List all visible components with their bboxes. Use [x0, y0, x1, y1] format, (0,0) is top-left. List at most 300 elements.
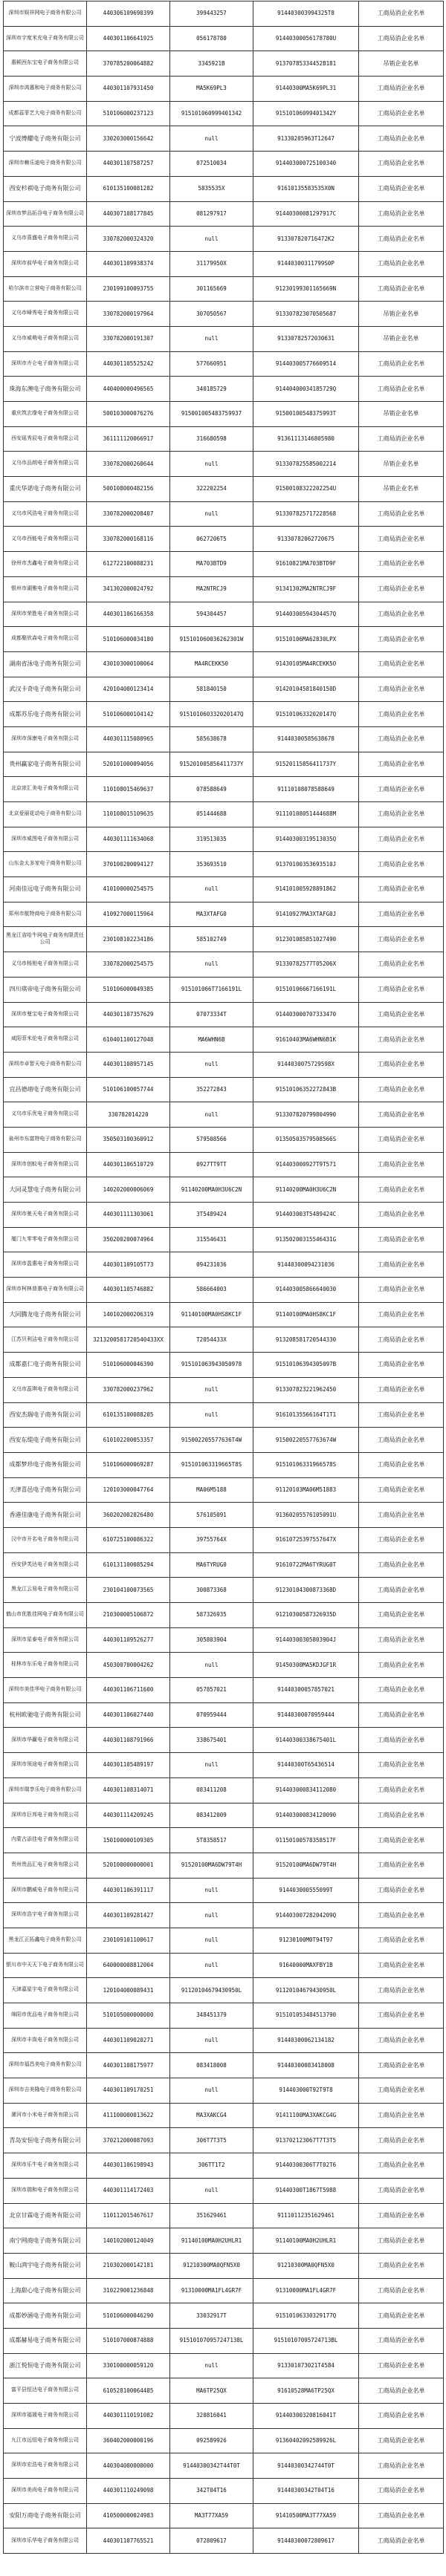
company-name-cell: 咸阳菲米伦电子商务有限公司: [4, 1027, 87, 1053]
company-name-cell: 湖南省泳电子商务有限公司: [4, 651, 87, 677]
status-cell: 工商局消企业名单: [359, 1878, 444, 1903]
status-cell: 工商局消企业名单: [359, 1477, 444, 1503]
status-cell: 工商局消企业名单: [359, 77, 444, 102]
organization-code-cell: null: [170, 501, 253, 527]
status-cell: 工商局消企业名单: [359, 1052, 444, 1077]
status-cell: 工商局消企业名单: [359, 677, 444, 702]
registration-number-cell: 440301106166358: [87, 602, 170, 627]
registration-number-cell: 440301108957145: [87, 1052, 170, 1077]
registration-number-cell: 360402000000196: [87, 2428, 170, 2453]
table-row: [4, 877, 444, 902]
company-name-cell: 深圳市盈惠电子商务有限公司: [4, 1252, 87, 1278]
organization-code-cell: 576105091: [170, 1503, 253, 1528]
organization-code-cell: 91210300MA0QFN5X0: [170, 2253, 253, 2278]
credit-code-cell: 913307825585002214: [253, 452, 359, 477]
registration-number-cell: 440307108177845: [87, 201, 170, 227]
status-cell: 工商局消企业名单: [359, 1678, 444, 1703]
organization-code-cell: MA703BTD9: [170, 552, 253, 577]
status-cell: 工商局消企业名单: [359, 2003, 444, 2029]
organization-code-cell: 319513035: [170, 827, 253, 852]
credit-code-cell: 91350503579508566S: [253, 1127, 359, 1152]
registration-number-cell: 3213200581720540433XX: [87, 1327, 170, 1353]
company-name-cell: 深圳市荣胜电子商务有限公司: [4, 602, 87, 627]
organization-code-cell: null: [170, 2178, 253, 2203]
organization-code-cell: 083418008: [170, 2053, 253, 2078]
registration-number-cell: 330782000324320: [87, 227, 170, 252]
organization-code-cell: MA3T77XA59: [170, 2503, 253, 2528]
company-name-cell: 徐州市杰鑫电子商务有限公司: [4, 552, 87, 577]
company-name-cell: 郑州市航特商电子商务有限公司: [4, 902, 87, 927]
status-cell: 工商局消企业名单: [359, 1353, 444, 1378]
table-row: [4, 1278, 444, 1303]
organization-code-cell: null: [170, 952, 253, 978]
table-row: [4, 51, 444, 77]
registration-number-cell: 370785200064882: [87, 51, 170, 77]
company-name-cell: 深圳市深康电子商务有限公司: [4, 726, 87, 752]
table-row: [4, 1503, 444, 1528]
credit-code-cell: 91510106099401342Y: [253, 101, 359, 126]
credit-code-cell: 91440300594304457Q: [253, 602, 359, 627]
credit-code-cell: 91440300306T7T02T6: [253, 2153, 359, 2179]
status-cell: 工商局消企业名单: [359, 2128, 444, 2153]
status-cell: 工商局消企业名单: [359, 1327, 444, 1353]
table-row: [4, 1452, 444, 1477]
registration-number-cell: 350200200074964: [87, 1227, 170, 1252]
table-row: [4, 1527, 444, 1552]
credit-code-cell: 91140100MA0HS8KC1F: [253, 1302, 359, 1327]
credit-code-cell: 91510106394305097B: [253, 1353, 359, 1378]
organization-code-cell: 91310000MA1FL4GR7F: [170, 2278, 253, 2303]
status-cell: 工商局消企业名单: [359, 1853, 444, 1878]
table-row: [4, 2028, 444, 2053]
credit-code-cell: 913307823221962450: [253, 1377, 359, 1402]
status-cell: 工商局消企业名单: [359, 1127, 444, 1152]
table-row: [4, 77, 444, 102]
company-name-cell: 珠海东澳电子商务有限公司: [4, 377, 87, 402]
registration-number-cell: 210300005106872: [87, 1603, 170, 1628]
status-cell: 工商局消企业名单: [359, 1152, 444, 1177]
credit-code-cell: 91510106MA62830LPX: [253, 627, 359, 652]
registration-number-cell: 440306109690399: [87, 1, 170, 27]
status-cell: 工商局消企业名单: [359, 1702, 444, 1728]
status-cell: 工商局消企业名单: [359, 1953, 444, 1978]
table-row: [4, 2428, 444, 2453]
organization-code-cell: 072809617: [170, 2528, 253, 2554]
table-row: [4, 1803, 444, 1828]
table-row: [4, 1377, 444, 1402]
registration-number-cell: 420104000123414: [87, 677, 170, 702]
table-row: [4, 1828, 444, 1853]
organization-code-cell: 3T5489424: [170, 1203, 253, 1228]
status-cell: 工商局消企业名单: [359, 351, 444, 377]
registration-number-cell: 440301109938374: [87, 251, 170, 276]
company-name-cell: 深圳市领途电子商务有限公司: [4, 1753, 87, 1778]
company-name-cell: 重庆筑玄缘电子商务有限公司: [4, 402, 87, 427]
status-cell: 工商局消企业名单: [359, 377, 444, 402]
table-row: [4, 351, 444, 377]
status-cell: 工商局消企业名单: [359, 802, 444, 827]
credit-code-cell: 91410500MA3T77XA59: [253, 2503, 359, 2528]
company-name-cell: 成都嘉仁电子商务有限公司: [4, 1353, 87, 1378]
organization-code-cell: null: [170, 1903, 253, 1928]
company-name-cell: 大同腾龙电子商务有限公司: [4, 1302, 87, 1327]
organization-code-cell: MA3XAKCG4: [170, 2103, 253, 2128]
table-row: [4, 2528, 444, 2554]
status-cell: 工商局消企业名单: [359, 201, 444, 227]
company-name-cell: 宜昌德靖电子商务有限公司: [4, 1077, 87, 1102]
credit-code-cell: 91500108322202254U: [253, 477, 359, 502]
credit-code-cell: 91370785334452B181: [253, 51, 359, 77]
credit-code-cell: 91110108078588649: [253, 777, 359, 802]
table-row: [4, 1552, 444, 1578]
status-cell: 工商局消企业名单: [359, 752, 444, 777]
organization-code-cell: 070959444: [170, 1702, 253, 1728]
company-name-cell: 西安杉祺电子商务有限公司: [4, 176, 87, 201]
registration-number-cell: 510106000046390: [87, 1353, 170, 1378]
organization-code-cell: 0627206T5: [170, 527, 253, 552]
credit-code-cell: 913702123067T7T3T5: [253, 2128, 359, 2153]
credit-code-cell: 91520100MA6DW79T4H: [253, 1853, 359, 1878]
credit-code-cell: 91330782577T05206X: [253, 952, 359, 978]
table-row: [4, 902, 444, 927]
status-cell: 工商局消企业名单: [359, 2253, 444, 2278]
credit-code-cell: 91640000MAXFBY1B: [253, 1953, 359, 1978]
credit-code-cell: 91440300MA5K69PL31: [253, 77, 359, 102]
status-cell: 工商局消企业名单: [359, 1302, 444, 1327]
company-name-cell: 泉州市东富特电子商务有限公司: [4, 1127, 87, 1152]
credit-code-cell: 91440300T65436514: [253, 1753, 359, 1778]
registration-number-cell: 440301106510729: [87, 1152, 170, 1177]
credit-code-cell: 91210300587326935D: [253, 1603, 359, 1628]
registration-number-cell: 330782000191307: [87, 326, 170, 351]
organization-code-cell: 915101066T7166191L: [170, 977, 253, 1002]
organization-code-cell: 91140100MA0HS8KC1F: [170, 1302, 253, 1327]
credit-code-cell: 91510106352272843B: [253, 1077, 359, 1102]
credit-code-cell: 91330782572030631: [253, 326, 359, 351]
status-cell: 工商局消企业名单: [359, 1753, 444, 1778]
company-name-cell: 深圳市福昌美电子商务有限公司: [4, 2053, 87, 2078]
organization-code-cell: 915101060036262301W: [170, 627, 253, 652]
status-cell: 工商局消企业名单: [359, 777, 444, 802]
registration-number-cell: 440301106641925: [87, 26, 170, 51]
registration-number-cell: 370100200094127: [87, 852, 170, 877]
credit-code-cell: 914403003T5489424C: [253, 1203, 359, 1228]
table-row: [4, 326, 444, 351]
credit-code-cell: 91450300MA5KDJGF1R: [253, 1653, 359, 1678]
table-row: [4, 1953, 444, 1978]
status-cell: 工商局消企业名单: [359, 1252, 444, 1278]
status-cell: 工商局消企业名单: [359, 1452, 444, 1477]
company-name-cell: 富平县恒达电子商务有限公司: [4, 2378, 87, 2404]
organization-code-cell: 39755764X: [170, 1527, 253, 1552]
company-name-cell: 浙江悦恒电子商务有限公司: [4, 2353, 87, 2378]
table-row: [4, 1027, 444, 1053]
registration-number-cell: 230108102234186: [87, 927, 170, 952]
organization-code-cell: 078588649: [170, 777, 253, 802]
registration-number-cell: 110108015469637: [87, 777, 170, 802]
table-row: [4, 227, 444, 252]
company-name-cell: 义乌市峰秀电子商务有限公司: [4, 302, 87, 327]
credit-code-cell: 91610725397557647X: [253, 1527, 359, 1552]
status-cell: 工商局消企业名单: [359, 276, 444, 302]
table-row: [4, 651, 444, 677]
organization-code-cell: 092589926: [170, 2428, 253, 2453]
status-cell: 工商局消企业名单: [359, 902, 444, 927]
organization-code-cell: MA5K69PL3: [170, 77, 253, 102]
table-row: [4, 2479, 444, 2504]
credit-code-cell: 91440300056178780U: [253, 26, 359, 51]
status-cell: 工商局消企业名单: [359, 1503, 444, 1528]
registration-number-cell: 341302000024792: [87, 576, 170, 602]
status-cell: 工商局消企业名单: [359, 1027, 444, 1053]
registration-number-cell: 440301110191082: [87, 2404, 170, 2429]
organization-code-cell: 352272843: [170, 1077, 253, 1102]
status-cell: 工商局消企业名单: [359, 2453, 444, 2479]
company-name-cell: 银川市中天天下电子商务有限公司: [4, 1953, 87, 1978]
registration-number-cell: 510106000237123: [87, 101, 170, 126]
organization-code-cell: 305803904: [170, 1627, 253, 1653]
company-name-cell: 深圳市瑞享乐电子商务有限公司: [4, 1777, 87, 1803]
registration-number-cell: 440301107931450: [87, 77, 170, 102]
status-cell: 工商局消企业名单: [359, 176, 444, 201]
table-row: [4, 2453, 444, 2479]
enterprise-list-body: [4, 1, 444, 2554]
status-cell: 工商局消企业名单: [359, 1828, 444, 1853]
registration-number-cell: 410500000024983: [87, 2503, 170, 2528]
status-cell: 工商局消企业名单: [359, 576, 444, 602]
status-cell: 吊销企业名单: [359, 51, 444, 77]
registration-number-cell: 440301114209245: [87, 1803, 170, 1828]
status-cell: 工商局消企业名单: [359, 2378, 444, 2404]
status-cell: 工商局消企业名单: [359, 426, 444, 452]
credit-code-cell: 91440300342T04T16: [253, 2479, 359, 2504]
organization-code-cell: 585638678: [170, 726, 253, 752]
registration-number-cell: 310229001236848: [87, 2278, 170, 2303]
registration-number-cell: 440301114172403: [87, 2178, 170, 2203]
table-row: [4, 1777, 444, 1803]
credit-code-cell: 91120103MA06M51883: [253, 1477, 359, 1503]
registration-number-cell: 330782000237962: [87, 1377, 170, 1402]
organization-code-cell: 072510034: [170, 152, 253, 177]
organization-code-cell: 5T8358517: [170, 1828, 253, 1853]
credit-code-cell: 91341302MA2NTRCJ9F: [253, 576, 359, 602]
status-cell: 工商局消企业名单: [359, 2178, 444, 2203]
company-name-cell: 九江市远恒电子商务有限公司: [4, 2428, 87, 2453]
company-name-cell: 深圳市福晟电子商务有限公司: [4, 2404, 87, 2429]
status-cell: 工商局消企业名单: [359, 251, 444, 276]
credit-code-cell: 91500100548375993T: [253, 402, 359, 427]
company-name-cell: 银州市湖雅电子商务有限公司: [4, 576, 87, 602]
credit-code-cell: 91440300083418008: [253, 2053, 359, 2078]
organization-code-cell: null: [170, 2078, 253, 2104]
company-name-cell: 深圳市星泰电子商务有限公司: [4, 1627, 87, 1653]
status-cell: 工商局消企业名单: [359, 2528, 444, 2554]
company-name-cell: 漯河市小米电子商务有限公司: [4, 2103, 87, 2128]
table-row: [4, 501, 444, 527]
registration-number-cell: 440301115080965: [87, 726, 170, 752]
company-name-cell: 杭州欧驰电子商务有限公司: [4, 1702, 87, 1728]
status-cell: 工商局消企业名单: [359, 1227, 444, 1252]
organization-code-cell: null: [170, 877, 253, 902]
company-name-cell: 深圳市瑞和电子商务有限公司: [4, 2178, 87, 2203]
table-row: [4, 702, 444, 727]
status-cell: 工商局消企业名单: [359, 1428, 444, 1453]
company-name-cell: 深圳市乐华电子商务有限公司: [4, 2528, 87, 2554]
organization-code-cell: 587326935: [170, 1603, 253, 1628]
registration-number-cell: 440301109170251: [87, 2078, 170, 2104]
company-name-cell: 深圳市宏浩电子商务有限公司: [4, 2453, 87, 2479]
status-cell: 工商局消企业名单: [359, 2228, 444, 2254]
company-name-cell: 深圳市鹏威电子商务有限公司: [4, 1878, 87, 1903]
registration-number-cell: 120104000089431: [87, 1978, 170, 2003]
table-row: [4, 1903, 444, 1928]
company-name-cell: 内蒙古添佳电子商务有限公司: [4, 1828, 87, 1853]
status-cell: 工商局消企业名单: [359, 1077, 444, 1102]
company-name-cell: 青岛安恒电子商务有限公司: [4, 2128, 87, 2153]
table-row: [4, 1477, 444, 1503]
organization-code-cell: MA3XTAFG0: [170, 902, 253, 927]
company-name-cell: 香港佳康电子商务有限公司: [4, 1503, 87, 1528]
status-cell: 吊销企业名单: [359, 452, 444, 477]
status-cell: 工商局消企业名单: [359, 2328, 444, 2353]
status-cell: 工商局消企业名单: [359, 152, 444, 177]
table-row: [4, 1653, 444, 1678]
status-cell: 吊销企业名单: [359, 326, 444, 351]
status-cell: 工商局消企业名单: [359, 1978, 444, 2003]
table-row: [4, 2078, 444, 2104]
company-name-cell: 义乌市西能电子商务有限公司: [4, 527, 87, 552]
table-row: [4, 377, 444, 402]
credit-code-cell: 914403000707333470: [253, 1002, 359, 1027]
organization-code-cell: null: [170, 1052, 253, 1077]
registration-number-cell: 360202002026480: [87, 1503, 170, 1528]
credit-code-cell: 91140100MA0H2UHLR1: [253, 2228, 359, 2254]
table-row: [4, 1302, 444, 1327]
registration-number-cell: 350503100360912: [87, 1127, 170, 1152]
credit-code-cell: 91110108051444688M: [253, 802, 359, 827]
table-row: [4, 1402, 444, 1428]
organization-code-cell: 579508566: [170, 1127, 253, 1152]
company-name-cell: 义乌市品朗电子商务有限公司: [4, 452, 87, 477]
organization-code-cell: 081297917: [170, 201, 253, 227]
organization-code-cell: null: [170, 1377, 253, 1402]
organization-code-cell: 307050567: [170, 302, 253, 327]
credit-code-cell: 91510106330329177Q: [253, 2303, 359, 2329]
status-cell: 工商局消企业名单: [359, 1653, 444, 1678]
registration-number-cell: 361111120066917: [87, 426, 170, 452]
company-name-cell: 深圳市驰天电子商务有限公司: [4, 1203, 87, 1228]
registration-number-cell: 330782000208407: [87, 501, 170, 527]
organization-code-cell: 351629461: [170, 2203, 253, 2228]
company-name-cell: 鞍山鸿宇电子商务有限公司: [4, 2253, 87, 2278]
company-name-cell: 深圳市丰岚电子商务有限公司: [4, 2028, 87, 2053]
company-name-cell: 宁波博耀电子商务有限公司: [4, 126, 87, 152]
credit-code-cell: 914403000834120090: [253, 1803, 359, 1828]
company-name-cell: 江苏贝利洁电子商务有限公司: [4, 1327, 87, 1353]
credit-code-cell: 91610135566164T1T1: [253, 1402, 359, 1428]
company-name-cell: 义乌市杨旭电子商务有限公司: [4, 952, 87, 978]
company-name-cell: 西安东缇电子商务有限公司: [4, 1428, 87, 1453]
organization-code-cell: null: [170, 1653, 253, 1678]
company-name-cell: 上海甜心电子商务有限公司: [4, 2278, 87, 2303]
registration-number-cell: 640000008812004: [87, 1953, 170, 1978]
registration-number-cell: 610131100085294: [87, 1552, 170, 1578]
organization-code-cell: null: [170, 1753, 253, 1778]
organization-code-cell: 320816041: [170, 2404, 253, 2429]
organization-code-cell: 915101070957247138L: [170, 2328, 253, 2353]
company-name-cell: 河南佳远电子商务有限公司: [4, 877, 87, 902]
registration-number-cell: 330782014220: [87, 1102, 170, 1128]
registration-number-cell: 440304000000000: [87, 2453, 170, 2479]
credit-code-cell: 914403005866640030: [253, 1278, 359, 1303]
company-name-cell: 绵阳市优品电子商务有限公司: [4, 2003, 87, 2029]
registration-number-cell: 520100000000001: [87, 1853, 170, 1878]
registration-number-cell: 440400000496565: [87, 377, 170, 402]
credit-code-cell: 915101053484513790: [253, 2003, 359, 2029]
registration-number-cell: 610725100086322: [87, 1527, 170, 1552]
company-name-cell: 深圳市娱祥网电子商务有限公司: [4, 1, 87, 27]
registration-number-cell: 440301109105T73: [87, 1252, 170, 1278]
credit-code-cell: 91440300072809617: [253, 2528, 359, 2554]
registration-number-cell: 410100000254575: [87, 877, 170, 902]
status-cell: 工商局消企业名单: [359, 2303, 444, 2329]
table-row: [4, 2053, 444, 2078]
organization-code-cell: 057857021: [170, 1678, 253, 1703]
organization-code-cell: 915101060999401342: [170, 101, 253, 126]
credit-code-cell: 91350200315546431G: [253, 1227, 359, 1252]
organization-code-cell: null: [170, 126, 253, 152]
table-row: [4, 1152, 444, 1177]
status-cell: 工商局消企业名单: [359, 702, 444, 727]
company-name-cell: 重庆华诺电子商务有限公司: [4, 477, 87, 502]
credit-code-cell: 91610403MA6WHN6B1K: [253, 1027, 359, 1053]
company-name-cell: 大同灵慧电子商务有限公司: [4, 1177, 87, 1203]
table-row: [4, 852, 444, 877]
status-cell: 工商局消企业名单: [359, 651, 444, 677]
registration-number-cell: 510106100057744: [87, 1077, 170, 1102]
status-cell: 工商局消企业名单: [359, 227, 444, 252]
table-row: [4, 201, 444, 227]
registration-number-cell: 520101000094056: [87, 752, 170, 777]
status-cell: 工商局消企业名单: [359, 26, 444, 51]
organization-code-cell: 915002205577636T4W: [170, 1428, 253, 1453]
status-cell: 吊销企业名单: [359, 477, 444, 502]
table-row: [4, 2328, 444, 2353]
table-row: [4, 1878, 444, 1903]
credit-code-cell: 913307823070505687: [253, 302, 359, 327]
company-name-cell: 西安杰瑞电子商务有限公司: [4, 1402, 87, 1428]
credit-code-cell: 91330205963T12647: [253, 126, 359, 152]
registration-number-cell: 510106000104142: [87, 702, 170, 727]
credit-code-cell: 913307820716472K2: [253, 227, 359, 252]
registration-number-cell: 440301110249098: [87, 2479, 170, 2504]
registration-number-cell: 610135100088205: [87, 1402, 170, 1428]
organization-code-cell: 0927TT9TT: [170, 1152, 253, 1177]
table-row: [4, 677, 444, 702]
organization-code-cell: 300873368: [170, 1578, 253, 1603]
status-cell: 工商局消企业名单: [359, 602, 444, 627]
registration-number-cell: 510106000034180: [87, 627, 170, 652]
registration-number-cell: 440301109281427: [87, 1903, 170, 1928]
organization-code-cell: null: [170, 227, 253, 252]
table-row: [4, 1928, 444, 1953]
credit-code-cell: 914403000834112080: [253, 1777, 359, 1803]
status-cell: 吊销企业名单: [359, 402, 444, 427]
status-cell: 工商局消企业名单: [359, 1102, 444, 1128]
company-name-cell: 深圳市吉美隆电子商务有限公司: [4, 2078, 87, 2104]
table-row: [4, 1002, 444, 1027]
company-name-cell: 黑龙江正拓鑫电子商务有限公司: [4, 1928, 87, 1953]
